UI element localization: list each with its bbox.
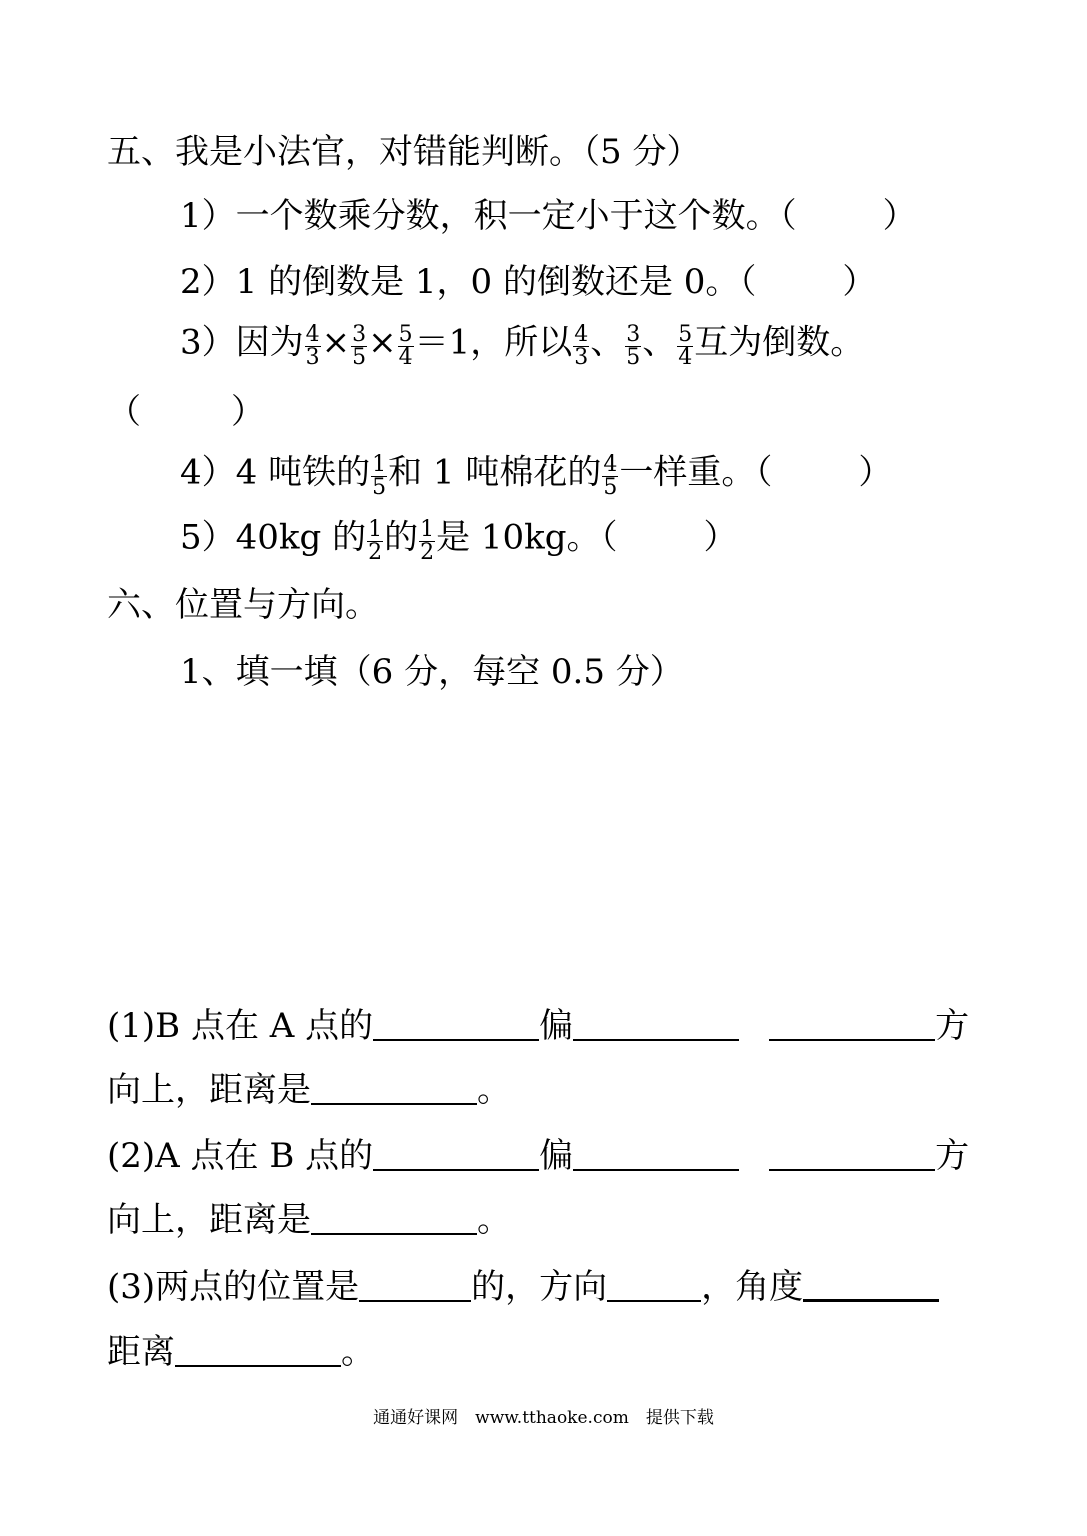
question-1-close: ） [882, 196, 917, 236]
question-1 [180, 196, 917, 236]
answer-blank[interactable] [311, 1201, 477, 1235]
section5-title: 五、我是小法官，对错能判断。（5 分） [107, 132, 701, 172]
fraction-1-2: $\frac{1}{2}$ [368, 517, 383, 565]
separator: 、 [590, 322, 625, 363]
fraction-1-5: $\frac{1}{5}$ [372, 452, 387, 500]
direction-label: 的，方向 [471, 1267, 608, 1307]
question-2-text: 2）1 的倒数是 1，0 的倒数还是 0。（ [180, 262, 757, 302]
question-3 [180, 322, 865, 370]
question-4-text-b: 和 1 吨棉花的 [388, 452, 602, 493]
question-4-close: ） [858, 452, 893, 493]
fraction-3-5: $\frac{3}{5}$ [626, 322, 641, 370]
question-2-close: ） [842, 262, 877, 302]
question-5-text-a: 5）40kg 的 [180, 517, 367, 558]
position-question-2-line-1 [107, 1133, 970, 1176]
question-5-close: ） [703, 517, 738, 558]
direction-text: 方 [935, 1006, 970, 1046]
answer-blank[interactable] [175, 1333, 341, 1367]
fraction-4-3: $\frac{4}{3}$ [305, 322, 320, 370]
answer-blank[interactable] [373, 1007, 539, 1041]
fraction-5-4: $\frac{5}{4}$ [678, 322, 693, 370]
equals-text: ＝1，所以 [414, 322, 573, 363]
fraction-3-5: $\frac{3}{5}$ [352, 322, 367, 370]
answer-blank[interactable] [573, 1137, 739, 1171]
position-question-1-line-1 [107, 1003, 970, 1046]
distance-text: 向上，距离是 [107, 1200, 311, 1240]
period-text: 。 [477, 1200, 511, 1240]
position-question-2-text: (2)A 点在 B 点的 [107, 1136, 374, 1176]
position-question-3-text: (3)两点的位置是 [107, 1267, 360, 1307]
times-sign: × [321, 322, 351, 363]
question-4-text-a: 4）4 吨铁的 [180, 452, 371, 493]
answer-blank[interactable] [607, 1268, 701, 1302]
answer-blank[interactable] [573, 1007, 739, 1041]
answer-blank[interactable] [769, 1007, 935, 1041]
question-4-text-c: 一样重。（ [619, 452, 773, 493]
fraction-4-5: $\frac{4}{5}$ [603, 452, 618, 500]
angle-label: ，角度 [701, 1267, 804, 1307]
section6-subtitle: 1、填一填（6 分，每空 0.5 分） [180, 652, 684, 692]
question-4 [180, 452, 893, 500]
fraction-5-4: $\frac{5}{4}$ [398, 322, 413, 370]
answer-blank[interactable] [803, 1267, 939, 1302]
position-question-1-line-2 [107, 1067, 511, 1110]
fraction-1-2: $\frac{1}{2}$ [420, 517, 435, 565]
question-3-open: （ [107, 392, 141, 432]
position-question-3-line-2 [107, 1329, 375, 1372]
answer-blank[interactable] [359, 1268, 471, 1302]
question-3-suffix: 互为倒数。 [694, 322, 865, 363]
bias-text: 偏 [539, 1136, 574, 1176]
question-5-text-b: 的 [384, 517, 419, 558]
question-5 [180, 517, 738, 565]
answer-blank[interactable] [373, 1137, 539, 1171]
question-2 [180, 262, 876, 302]
answer-blank[interactable] [311, 1071, 477, 1105]
separator: 、 [642, 322, 677, 363]
question-3-close: ） [231, 392, 265, 432]
position-question-1-text: (1)B 点在 A 点的 [107, 1006, 374, 1046]
fraction-4-3: $\frac{4}{3}$ [574, 322, 589, 370]
distance-label: 距离 [107, 1332, 175, 1372]
distance-text: 向上，距离是 [107, 1070, 311, 1110]
period-text: 。 [341, 1332, 375, 1372]
direction-text: 方 [935, 1136, 970, 1176]
question-5-text-c: 是 10kg。（ [436, 517, 618, 558]
position-question-2-line-2 [107, 1197, 511, 1240]
section6-title: 六、位置与方向。 [107, 585, 379, 625]
question-1-text: 1）一个数乘分数，积一定小于这个数。（ [180, 196, 797, 236]
times-sign: × [368, 322, 397, 363]
period-text: 。 [477, 1070, 511, 1110]
bias-text: 偏 [539, 1006, 574, 1046]
question-3-prefix: 3）因为 [180, 322, 304, 363]
position-question-3-line-1 [107, 1263, 939, 1307]
answer-blank[interactable] [769, 1137, 935, 1171]
question-3-answer [107, 392, 265, 432]
footer-text: 通通好课网 www.tthaoke.com 提供下载 [373, 1408, 714, 1428]
